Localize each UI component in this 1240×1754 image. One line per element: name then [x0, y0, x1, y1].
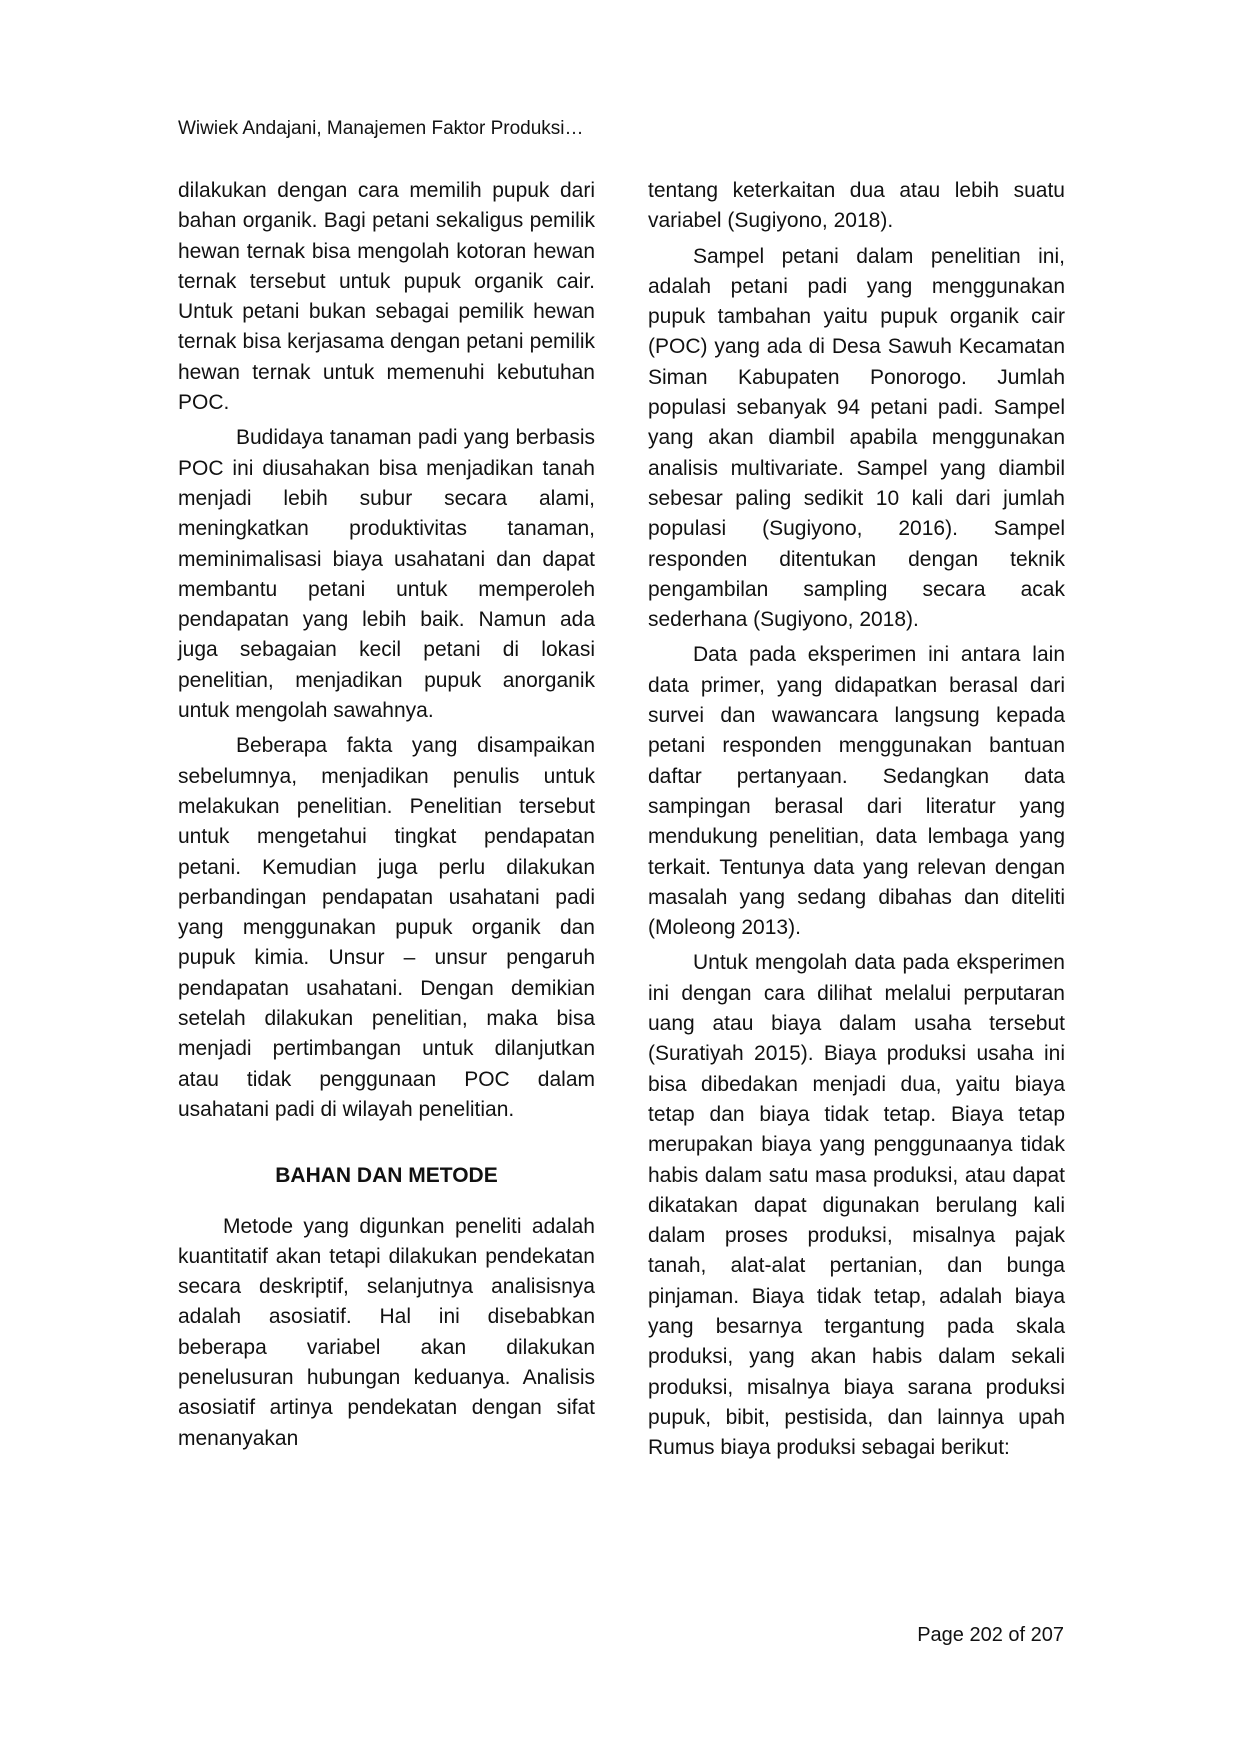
paragraph: Untuk mengolah data pada eksperimen ini dengan cara dilihat melalui perputaran uang atau biaya dalam usaha tersebut (Suratiyah 2015). Biaya produksi usaha ini bisa dibedakan menjadi dua, yaitu biaya tetap dan biaya tidak tetap. Biaya tetap merupakan biaya yang penggunaanya tidak habis dalam satu masa produksi, atau dapat dikatakan dapat digunakan berulang kali dalam proses produksi, misalnya pajak tanah, alat-alat pertanian, dan bunga pinjaman. Biaya tidak tetap, adalah biaya yang besarnya tergantung pada skala produksi, yang akan habis dalam sekali produksi, misalnya biaya sarana produksi pupuk, bibit, pestisida, dan lainnya upah Rumus biaya produksi sebagai berikut:: [648, 951, 1065, 1460]
paragraph: Beberapa fakta yang disampaikan sebelumnya, menjadikan penulis untuk melakukan penelitian. Penelitian tersebut untuk mengetahui tingkat pendapatan petani. Kemudian juga perlu dilakukan perbandingan pendapatan usahatani padi yang menggunakan pupuk organik dan pupuk kimia. Unsur – unsur pengaruh pendapatan usahatani. Dengan demikian setelah dilakukan penelitian, maka bisa menjadi pertimbangan untuk dilanjutkan atau tidak penggunaan POC dalam usahatani padi di wilayah penelitian.: [178, 734, 595, 1121]
paragraph: tentang keterkaitan dua atau lebih suatu variabel (Sugiyono, 2018).: [648, 179, 1065, 233]
paragraph: Sampel petani dalam penelitian ini, adalah petani padi yang menggunakan pupuk tambahan yaitu pupuk organik cair (POC) yang ada di Desa Sawuh Kecamatan Siman Kabupaten Ponorogo. Jumlah populasi sebanyak 94 petani padi. Sampel yang akan diambil apabila menggunakan analisis multivariate. Sampel yang diambil sebesar paling sedikit 10 kali dari jumlah populasi (Sugiyono, 2016). Sampel responden ditentukan dengan teknik pengambilan sampling secara acak sederhana (Sugiyono, 2018).: [648, 244, 1065, 632]
section-heading: BAHAN DAN METODE: [275, 1164, 498, 1188]
running-head: Wiwiek Andajani, Manajemen Faktor Produksi…: [178, 118, 584, 139]
right-column: [648, 176, 1065, 1468]
page-number: Page 202 of 207: [917, 1624, 1064, 1646]
paragraph: Data pada eksperimen ini antara lain data primer, yang didapatkan berasal dari survei dan wawancara langsung kepada petani responden menggunakan bantuan daftar pertanyaan. Sedangkan data sampingan berasal dari literatur yang mendukung penelitian, data lembaga yang terkait. Tentunya data yang relevan dengan masalah yang sedang dibahas dan diteliti (Moleong 2013).: [648, 643, 1065, 940]
paragraph: dilakukan dengan cara memilih pupuk dari bahan organik. Bagi petani sekaligus pemilik hewan ternak bisa mengolah kotoran hewan ternak tersebut untuk pupuk organik cair. Untuk petani bukan sebagai pemilik hewan ternak bisa kerjasama dengan petani pemilik hewan ternak untuk memenuhi kebutuhan POC.: [178, 179, 595, 415]
paragraph: Metode yang digunkan peneliti adalah kuantitatif akan tetapi dilakukan pendekatan secara deskriptif, selanjutnya analisisnya adalah asosiatif. Hal ini disebabkan beberapa variabel akan dilakukan penelusuran hubungan keduanya. Analisis asosiatif artinya pendekatan dengan sifat menanyakan: [178, 1214, 595, 1450]
paragraph: Budidaya tanaman padi yang berbasis POC ini diusahakan bisa menjadikan tanah menjadi lebih subur secara alami, meningkatkan produktivitas tanaman, meminimalisasi biaya usahatani dan dapat membantu petani untuk memperoleh pendapatan yang lebih baik. Namun ada juga sebagaian kecil petani di lokasi penelitian, menjadikan pupuk anorganik untuk mengolah sawahnya.: [178, 426, 595, 723]
left-column: [178, 176, 595, 1459]
